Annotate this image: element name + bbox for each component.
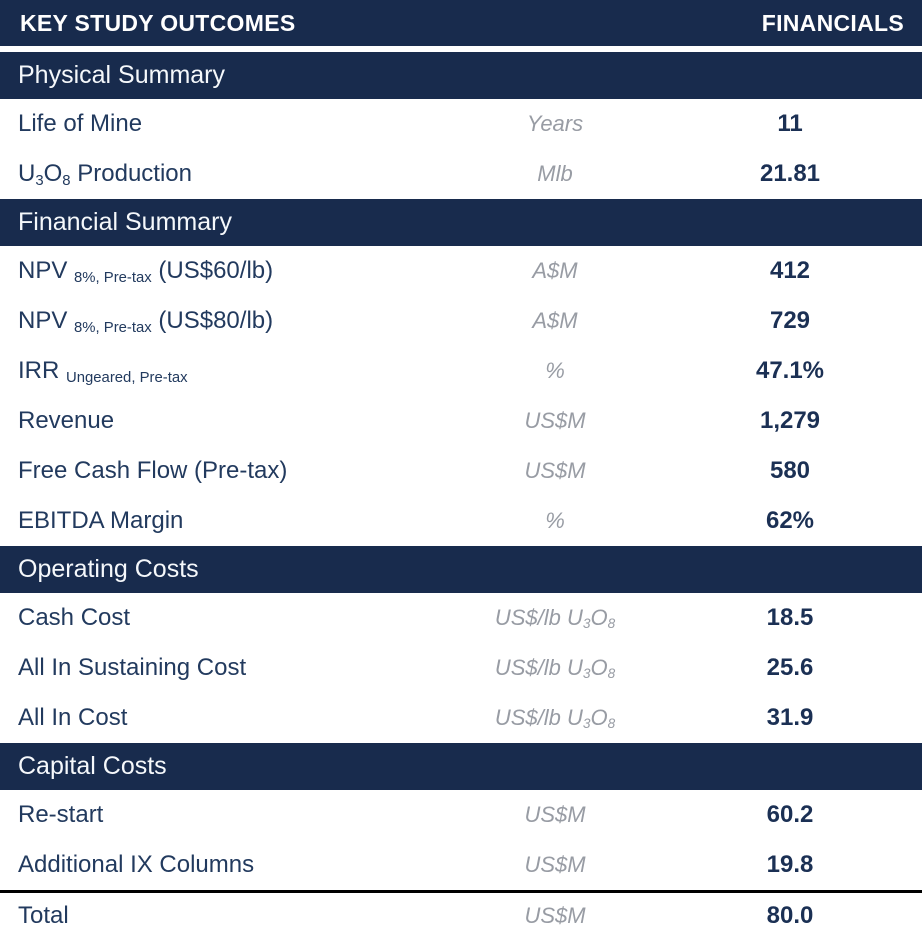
row-label: Cash Cost [18,604,131,631]
row-label: EBITDA Margin [18,507,184,534]
row-value: 21.81 [759,160,821,187]
row-value: 47.1% [755,357,825,384]
row-value: 80.0 [766,902,814,929]
row-label: NPV $_{8\%, Pre-tax}$ (US$60/lb) [18,257,274,286]
row-unit: % [545,358,565,383]
row-value: 25.6 [766,654,814,681]
row-unit: US$M [524,802,586,827]
table-title: KEY STUDY OUTCOMES [20,9,296,36]
row-unit: US$M [524,852,586,877]
row-unit: US$/lb $U_3O_8$ [494,605,616,632]
table-row [0,346,922,396]
row-value: 60.2 [766,801,814,828]
table-row [0,693,922,743]
row-unit: US$/lb $U_3O_8$ [494,655,616,682]
row-value: 11 [777,110,803,137]
row-value: 729 [769,307,811,334]
financials-column-header: FINANCIALS [761,9,904,36]
table-row [0,296,922,346]
table-row [0,496,922,546]
table-row [0,593,922,643]
row-label: $U_3O_8$ Production [18,160,192,189]
section-header-operating-costs: Operating Costs [0,546,922,593]
row-value: 31.9 [766,704,814,731]
row-label: IRR $_{Ungeared, Pre-tax}$ [18,357,188,386]
table-body [0,52,922,939]
section-header-capital-costs: Capital Costs [0,743,922,790]
row-unit: US$M [524,458,586,483]
row-label: Life of Mine [18,110,143,137]
table-row [0,446,922,496]
row-label: Revenue [18,407,115,434]
table-row [0,99,922,149]
row-unit: % [545,508,565,533]
row-unit: US$M [524,408,586,433]
row-unit: US$/lb $U_3O_8$ [494,705,616,732]
row-label: NPV $_{8\%, Pre-tax}$ (US$80/lb) [18,307,274,336]
row-value: 19.8 [766,851,814,878]
table-row [0,396,922,446]
row-value: 412 [769,257,811,284]
table-header-bar [0,0,922,46]
row-unit: Mlb [537,161,573,186]
table-row [0,149,922,199]
section-header-physical-summary: Physical Summary [0,52,922,99]
row-label: All In Sustaining Cost [18,654,247,681]
row-label: Total [18,902,69,929]
row-value: 62% [765,507,815,534]
table-row [0,790,922,840]
row-unit: A$M [532,258,578,283]
row-unit: A$M [532,308,578,333]
table-row [0,840,922,890]
row-label: All In Cost [18,704,128,731]
row-unit: US$M [524,903,586,928]
row-value: 18.5 [766,604,814,631]
table-row [0,246,922,296]
table-row [0,890,922,939]
row-value: 1,279 [759,407,821,434]
row-label: Free Cash Flow (Pre-tax) [18,457,288,484]
table-row [0,643,922,693]
section-header-financial-summary: Financial Summary [0,199,922,246]
row-unit: Years [526,111,584,136]
row-label: Re-start [18,801,104,828]
row-label: Additional IX Columns [18,851,255,878]
row-value: 580 [769,457,811,484]
